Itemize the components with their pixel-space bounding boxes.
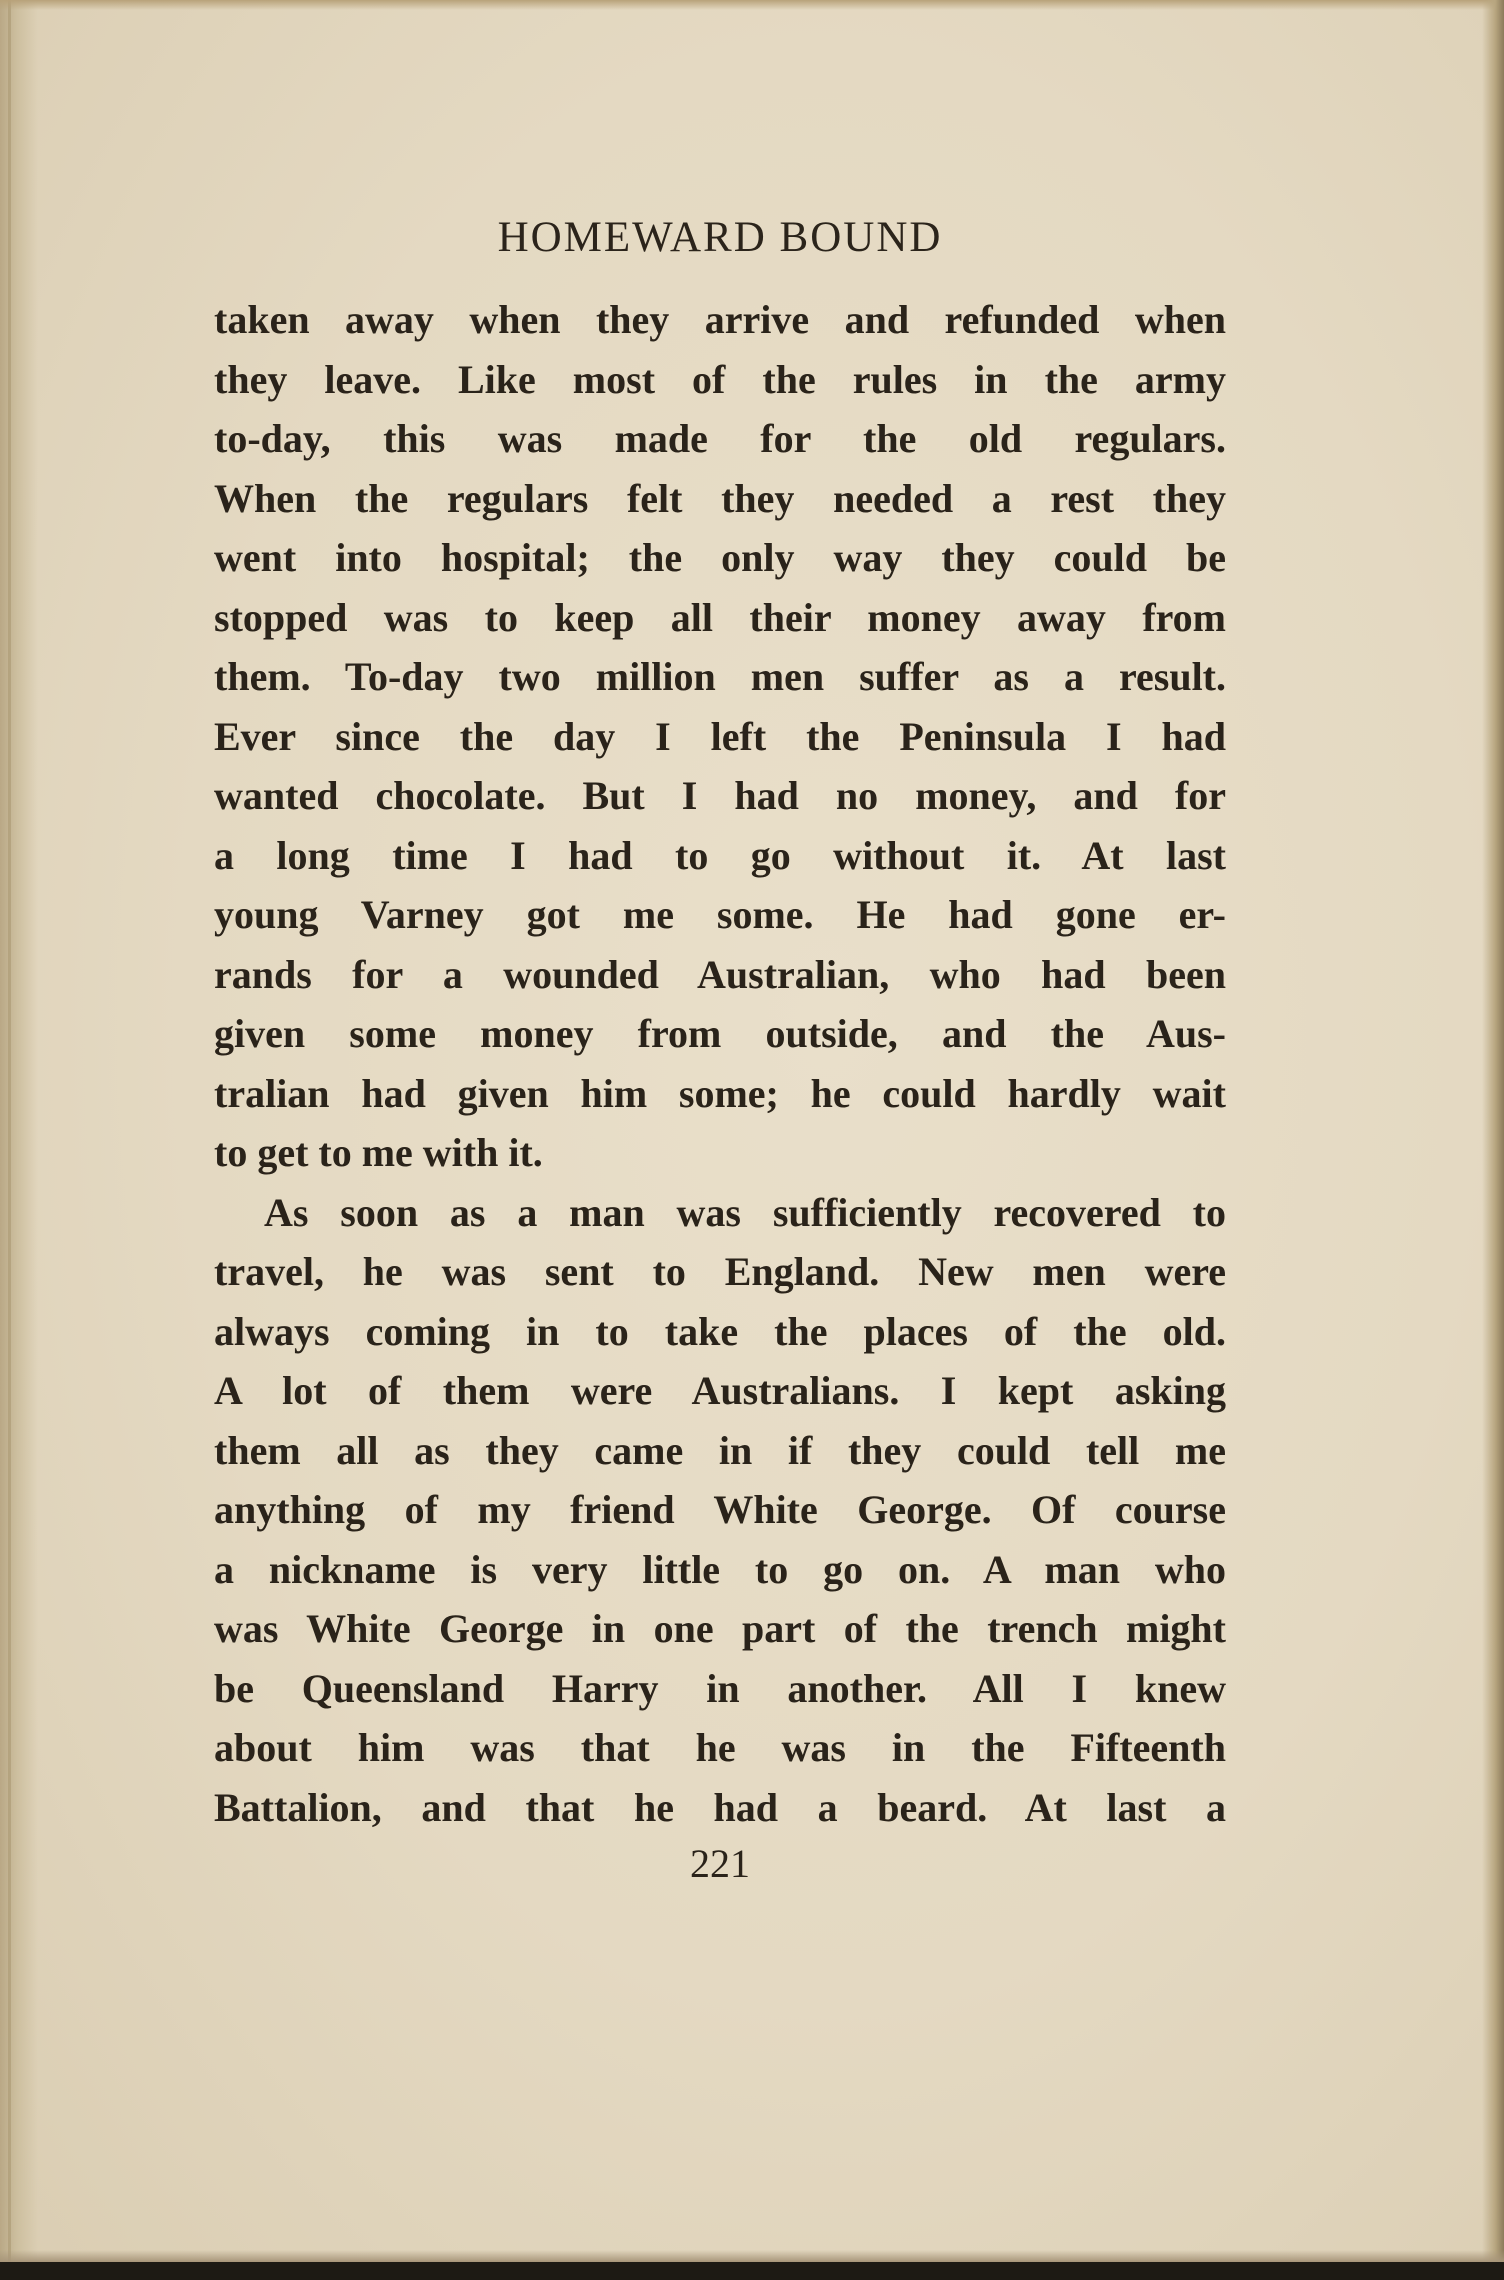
body-text (214, 290, 1226, 1837)
text-line: a long time I had to go without it. At last (214, 832, 1226, 878)
text-line: A lot of them were Australians. I kept asking (214, 1368, 1226, 1413)
page-number: 221 (690, 1841, 750, 1886)
text-line: them all as they came in if they could tell me (214, 1427, 1226, 1473)
text-line: Battalion, and that he had a beard. At last a (214, 1784, 1226, 1830)
text-line: anything of my friend White George. Of course (214, 1487, 1226, 1532)
gutter-line (8, 0, 11, 2280)
text-line: always coming in to take the places of the old. (214, 1308, 1226, 1354)
text-line: to-day, this was made for the old regulars. (214, 416, 1226, 461)
paragraph-2 (214, 1183, 1226, 1838)
text-line: a nickname is very little to go on. A man who (214, 1546, 1226, 1592)
text-line: to get to me with it. (214, 1130, 543, 1175)
running-head: HOMEWARD BOUND (497, 214, 943, 261)
gutter-shadow (0, 0, 38, 2280)
text-line: Ever since the day I left the Peninsula I had (214, 713, 1226, 759)
paragraph-1 (214, 290, 1226, 1183)
text-line: As soon as a man was sufficiently recovered to (264, 1189, 1226, 1235)
text-line: they leave. Like most of the rules in the army (214, 356, 1226, 402)
text-line: taken away when they arrive and refunded when (214, 297, 1226, 342)
bottom-page-edge (0, 2262, 1504, 2280)
right-page-edge (1482, 0, 1504, 2280)
text-line: was White George in one part of the trench might (214, 1606, 1226, 1651)
text-line: given some money from outside, and the Aus- (214, 1011, 1226, 1056)
top-page-edge (0, 0, 1504, 10)
text-line: be Queensland Harry in another. All I knew (214, 1665, 1226, 1711)
text-line: stopped was to keep all their money away from (214, 594, 1226, 640)
text-line: went into hospital; the only way they could be (214, 535, 1226, 580)
text-line: When the regulars felt they needed a rest they (214, 475, 1226, 521)
text-line: wanted chocolate. But I had no money, and for (214, 773, 1226, 818)
bottom-page-shade (0, 2250, 1504, 2262)
text-line: tralian had given him some; he could hardly wait (214, 1070, 1226, 1116)
text-line: young Varney got me some. He had gone er- (214, 892, 1226, 937)
text-line: rands for a wounded Australian, who had been (214, 951, 1226, 997)
text-line: travel, he was sent to England. New men were (214, 1249, 1226, 1294)
text-line: about him was that he was in the Fifteenth (214, 1725, 1226, 1770)
text-line: them. To-day two million men suffer as a result. (214, 654, 1226, 699)
